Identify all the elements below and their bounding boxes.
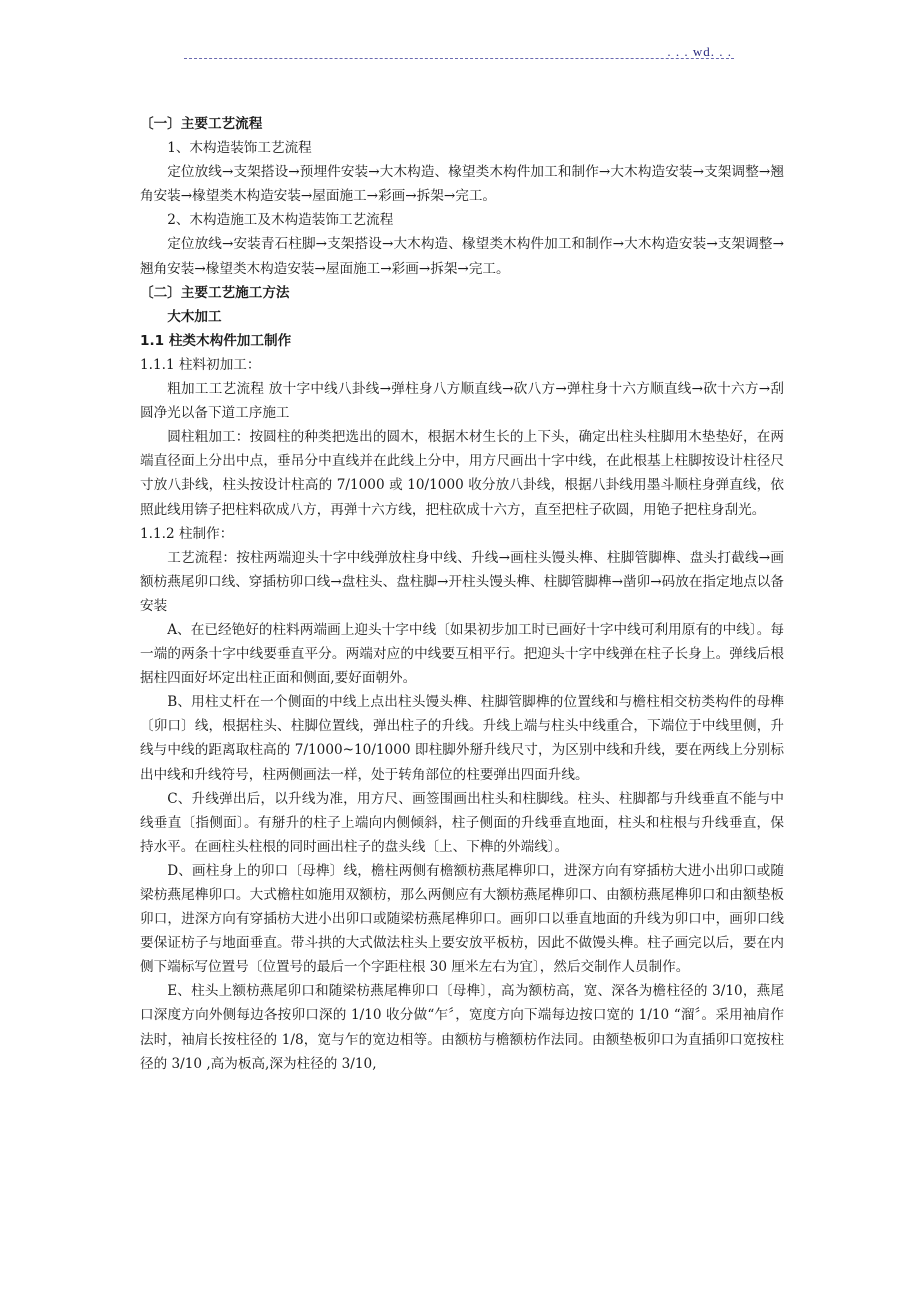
- subsection-title-1: 1、木构造装饰工艺流程: [167, 140, 312, 157]
- paragraph-e: E、柱头上额枋燕尾卯口和随梁枋燕尾榫卯口〔母榫〕，高为额枋高，宽、深各为檐柱径的 3/10，燕尾口深度方向外侧每边各按卯口深的 1/10 收分做“乍〞，宽度方向下端每边按口宽的 1/10 “溜〞。采用袖肩作法时，袖肩长按柱径的 1/8，宽与乍的宽边相等。由额枋与檐额枋作法同。由额垫板卯口为直插卯口宽按柱径的 3/10 ,高为板高,深为柱径的 3/10,: [140, 983, 784, 1072]
- paragraph-d: D、画柱身上的卯口〔母榫〕线，檐柱两侧有檐额枋燕尾榫卯口，进深方向有穿插枋大进小出卯口或随梁枋燕尾榫卯口。大式檐柱如施用双额枋，那么两侧应有大额枋燕尾榫卯口、由额枋燕尾榫卯口和由额垫板卯口，进深方向有穿插枋大进小出卯口或随梁枋燕尾榫卯口。画卯口以垂直地面的升线为卯口中，画卯口线要保证枋子与地面垂直。带斗拱的大式做法柱头上要安放平板枋，因此不做馒头榫。柱子画完以后，要在内侧下端标写位置号〔位置号的最后一个字距柱根 30 厘米左右为宜〕，然后交制作人员制作。: [140, 862, 784, 976]
- header-divider: [184, 58, 734, 59]
- paragraph-a: A、在已经铯好的柱料两端画上迎头十字中线〔如果初步加工时已画好十字中线可利用原有的中线〕。每一端的两条十字中线要垂直平分。两端对应的中线要互相平行。把迎头十字中线弹在柱子长身上。弹线后根据柱四面好坏定出柱正面和侧面,要好面朝外。: [140, 621, 784, 687]
- paragraph-round-column: 圆柱粗加工：按圆柱的种类把选出的圆木，根据木材生长的上下头，确定出柱头柱脚用木垫垫好，在两端直径面上分出中点，垂吊分中直线并在此线上分中，用方尺画出十字中线，在此根基上柱脚按设计柱径尺寸放八卦线，柱头按设计柱高的 7/1000 或 10/1000 收分放八卦线，根据八卦线用墨斗顺柱身弹直线，依照此线用锛子把柱料砍成八方，再弹十六方线，把柱砍成十六方，直至把柱子砍圆，用铯子把柱身刮光。: [140, 429, 784, 518]
- heading-1-1-1: 1.1.1 柱料初加工：: [140, 356, 261, 373]
- paragraph-process-flow: 工艺流程：按柱两端迎头十字中线弹放柱身中线、升线→画柱头馒头榫、柱脚管脚榫、盘头打截线→画额枋燕尾卯口线、穿插枋卯口线→盘柱头、盘柱脚→开柱头馒头榫、柱脚管脚榫→凿卯→码放在指定地点以备安装: [140, 549, 784, 614]
- section-heading-2: 〔二〕主要工艺施工方法: [140, 284, 290, 301]
- document-body: [140, 112, 784, 1076]
- paragraph-rough-process: 粗加工工艺流程 放十字中线八卦线→弹柱身八方顺直线→砍八方→弹柱身十六方顺直线→砍十六方→刮圆净光以备下道工序施工: [140, 381, 784, 422]
- heading-1-1: 1.1 柱类木构件加工制作: [140, 332, 292, 349]
- heading-1-1-2: 1.1.2 柱制作：: [140, 525, 234, 542]
- section-heading-1: 〔一〕主要工艺流程: [140, 116, 263, 132]
- header-mark: . . . wd. . .: [667, 44, 732, 59]
- process-flow-2: 定位放线→安装青石柱脚→支架搭设→大木构造、椽望类木构件加工和制作→大木构造安装→支架调整→翘角安装→椽望类木构造安装→屋面施工→彩画→拆架→完工。: [140, 236, 784, 277]
- paragraph-b: B、用柱丈杆在一个侧面的中线上点出柱头馒头榫、柱脚管脚榫的位置线和与檐柱相交枋类构件的母榫〔卯口〕线，根据柱头、柱脚位置线，弹出柱子的升线。升线上端与柱头中线重合，下端位于中线里侧，升线与中线的距离取柱高的 7/1000~10/1000 即柱脚外掰升线尺寸，为区别中线和升线，要在两线上分别标出中线和升线符号，柱两侧画法一样，处于转角部位的柱要弹出四面升线。: [140, 694, 784, 783]
- subsection-title-2: 2、木构造施工及木构造装饰工艺流程: [167, 212, 394, 229]
- paragraph-c: C、升线弹出后，以升线为准，用方尺、画签围画出柱头和柱脚线。柱头、柱脚都与升线垂直不能与中线垂直〔指侧面〕。有掰升的柱子上端向内侧倾斜，柱子侧面的升线垂直地面，柱头和柱根与升线垂直，保持水平。在画柱头柱根的同时画出柱子的盘头线〔上、下榫的外端线〕。: [140, 790, 784, 855]
- subheading-timber: 大木加工: [167, 308, 222, 325]
- process-flow-1: 定位放线→支架搭设→预埋件安装→大木构造、椽望类木构件加工和制作→大木构造安装→支架调整→翘角安装→椽望类木构造安装→屋面施工→彩画→拆架→完工。: [140, 164, 784, 205]
